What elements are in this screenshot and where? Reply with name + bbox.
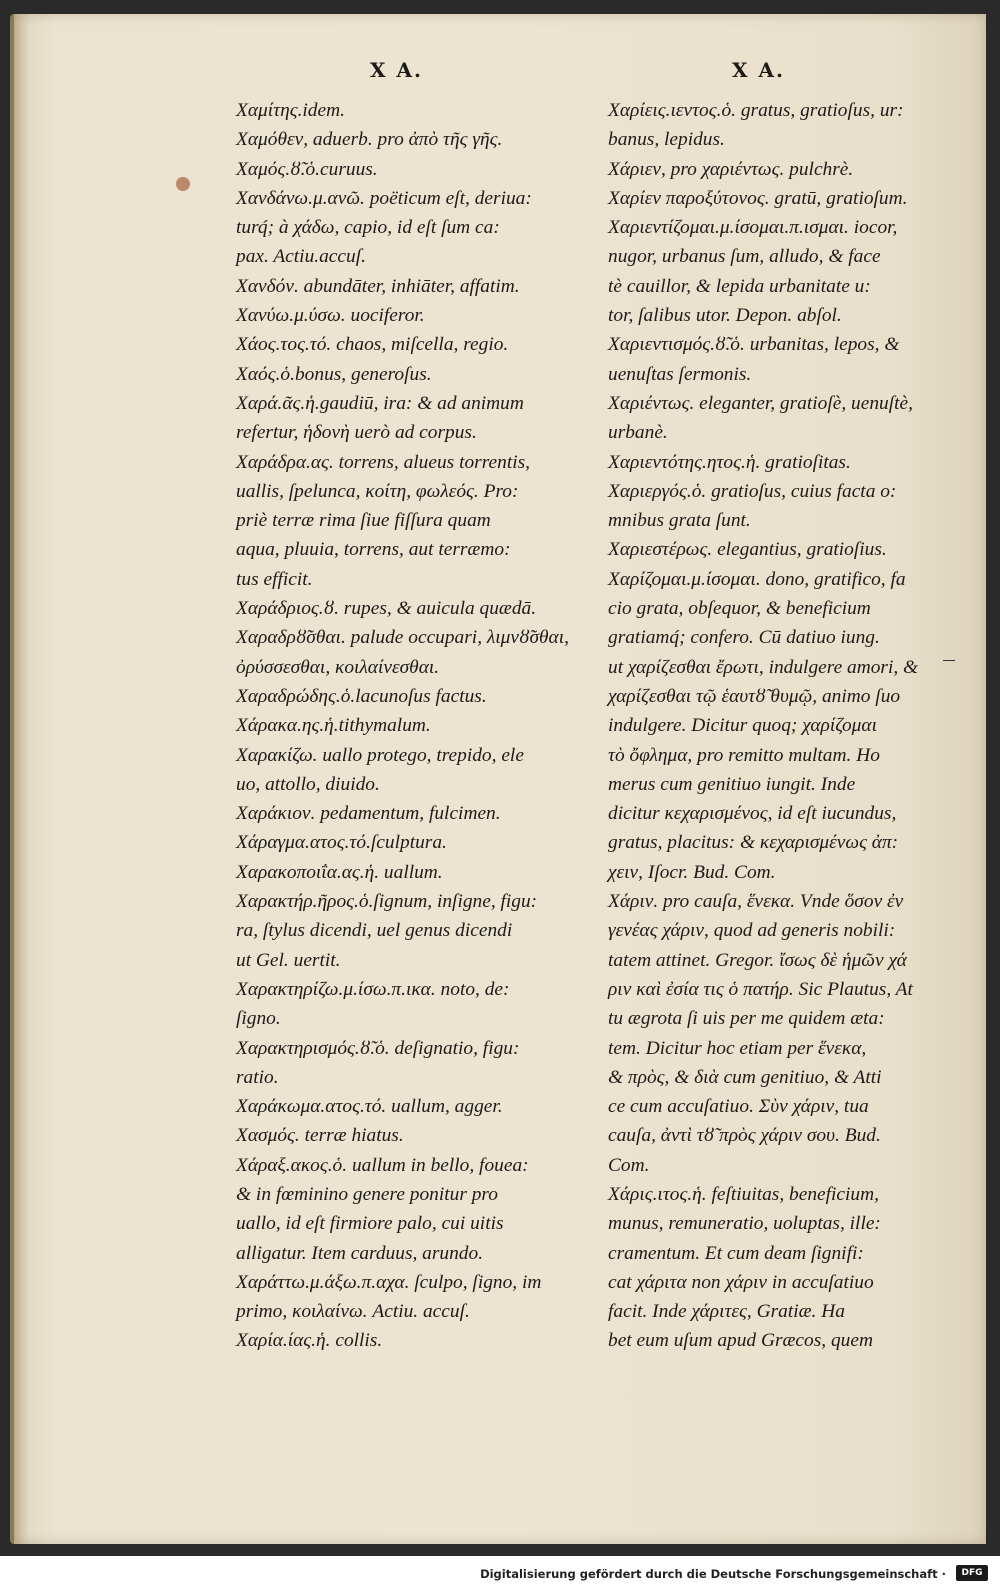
entry-line: facit. Inde χάριτες, Gratiæ. Ha xyxy=(608,1301,845,1323)
dictionary-entry xyxy=(236,184,586,272)
dictionary-entry xyxy=(236,975,586,1034)
dictionary-entry xyxy=(608,477,963,536)
dictionary-entry xyxy=(236,272,586,301)
dictionary-entry xyxy=(608,213,963,330)
dictionary-entry xyxy=(608,448,963,477)
right-column xyxy=(608,96,963,1356)
dictionary-entry xyxy=(608,184,963,213)
entry-line: Χαριεργός.ὁ. gratioſus, cuius facta o: xyxy=(608,480,897,502)
foxing-stain xyxy=(176,177,190,191)
entry-line: mnibus grata ſunt. xyxy=(608,510,751,532)
entry-line: Χαός.ὁ.bonus, generoſus. xyxy=(236,363,432,385)
running-header-left: X A. xyxy=(370,58,423,82)
entry-line: Χαραδρώδης.ὁ.lacunoſus factus. xyxy=(236,685,487,707)
entry-line: ra, ſtylus dicendi, uel genus dicendi xyxy=(236,920,513,942)
dictionary-entry xyxy=(608,389,963,448)
entry-line: alligatur. Item carduus, arundo. xyxy=(236,1242,484,1264)
entry-line: Χαριεντισμός.ȣ̃.ὁ. urbanitas, lepos, & xyxy=(608,334,900,356)
entry-line: Χαμόθεν, aduerb. pro ἀπὸ τῆς γῆς. xyxy=(236,129,503,151)
entry-line: Χαράκωμα.ατος.τό. uallum, agger. xyxy=(236,1096,503,1118)
dictionary-entry xyxy=(236,741,586,800)
entry-line: tus efficit. xyxy=(236,568,313,590)
entry-line: ratio. xyxy=(236,1066,279,1088)
entry-line: Χασμός. terræ hiatus. xyxy=(236,1125,404,1147)
entry-line: & πρὸς, & διὰ cum genitiuo, & Atti xyxy=(608,1066,882,1088)
entry-line: Χαρά.ᾶς.ἡ.gaudiū, ira: & ad animum xyxy=(236,392,524,414)
entry-line: Χαρακτηρίζω.μ.ίσω.π.ικα. noto, de: xyxy=(236,978,510,1000)
dictionary-entry xyxy=(236,623,586,682)
entry-line: τὸ ὄφλημα, pro remitto multam. Ho xyxy=(608,744,880,766)
entry-line: tè cauillor, & lepida urbanitate u: xyxy=(608,275,871,297)
entry-line: Χαμίτης.idem. xyxy=(236,100,345,121)
dictionary-entry xyxy=(236,1151,586,1268)
entry-line: ce cum accuſatiuo. Σὺν χάριν, tua xyxy=(608,1096,869,1118)
dictionary-entry xyxy=(608,155,963,184)
dictionary-entry xyxy=(608,1180,963,1356)
entry-line: ſigno. xyxy=(236,1008,281,1030)
dictionary-entry xyxy=(236,155,586,184)
entry-line: uenuſtas ſermonis. xyxy=(608,363,752,385)
dictionary-entry xyxy=(236,1092,586,1121)
dictionary-entry xyxy=(236,858,586,887)
entry-line: Χάος.τος.τό. chaos, miſcella, regio. xyxy=(236,334,509,356)
entry-line: pax. Actiu.accuſ. xyxy=(236,246,366,268)
entry-line: Χαράκιον. pedamentum, fulcimen. xyxy=(236,803,501,825)
entry-line: Χάρακα.ης.ἡ.tithymalum. xyxy=(236,715,431,737)
entry-line: cat χάριτα non χάριν in accuſatiuo xyxy=(608,1271,874,1293)
dictionary-entry xyxy=(236,448,586,594)
entry-line: tatem attinet. Gregor. ἴσως δὲ ἡμῶν χά xyxy=(608,949,907,971)
entry-line: tor, ſalibus utor. Depon. abſol. xyxy=(608,305,842,327)
entry-line: Χάραγμα.ατος.τό.ſculptura. xyxy=(236,832,447,854)
entry-line: gratiamq́; confero. Cū datiuo iung. xyxy=(608,627,880,649)
entry-line: Χαράδριος.ȣ. rupes, & auicula quædā. xyxy=(236,598,537,620)
dictionary-entry xyxy=(236,1034,586,1093)
entry-line: urbanè. xyxy=(608,422,668,444)
dictionary-entry xyxy=(236,711,586,740)
entry-line: χειν, Iſocr. Bud. Com. xyxy=(608,861,776,883)
dictionary-entry xyxy=(236,96,586,125)
footer-bar xyxy=(0,1556,1000,1592)
entry-line: Χανύω.μ.ύσω. uociferor. xyxy=(236,305,425,327)
entry-line: primo, κοιλαίνω. Actiu. accuſ. xyxy=(236,1301,470,1323)
entry-line: turq́; à χάδω, capio, id eſt ſum ca: xyxy=(236,217,500,239)
entry-line: Χανδάνω.μ.ανῶ. poëticum eſt, deriua: xyxy=(236,187,532,209)
entry-line: tem. Dicitur hoc etiam per ἕνεκα, xyxy=(608,1037,867,1059)
dictionary-entry xyxy=(236,125,586,154)
dictionary-entry xyxy=(236,594,586,623)
entry-line: Χαρία.ίας.ἡ. collis. xyxy=(236,1330,383,1352)
entry-line: Χαράδρα.ας. torrens, alueus torrentis, xyxy=(236,451,530,473)
entry-line: ut χαρίζεσθαι ἔρωτι, indulgere amori, & xyxy=(608,656,919,678)
running-header-right: X A. xyxy=(732,58,785,82)
entry-line: Χαρακτηρισμός.ȣ̃.ὁ. deſignatio, figu: xyxy=(236,1037,520,1059)
dictionary-entry xyxy=(236,1121,586,1150)
entry-line: tu ægrota ſi uis per me quidem æta: xyxy=(608,1008,885,1030)
dictionary-entry xyxy=(236,301,586,330)
entry-line: ut Gel. uertit. xyxy=(236,949,341,971)
dictionary-entry xyxy=(236,682,586,711)
entry-line: ὀρύσσεσθαι, κοιλαίνεσθαι. xyxy=(236,656,440,678)
left-column xyxy=(236,96,586,1356)
entry-line: uallo, id eſt firmiore palo, cui uitis xyxy=(236,1213,504,1235)
entry-line: Χαρίεν παροξύτονος. gratū, gratioſum. xyxy=(608,187,908,209)
entry-line: priè terræ rima ſiue fiſſura quam xyxy=(236,510,491,532)
entry-line: merus cum genitiuo iungit. Inde xyxy=(608,773,856,795)
entry-line: Χάριν. pro cauſa, ἕνεκα. Vnde ὅσον ἐν xyxy=(608,891,904,913)
entry-line: Χαρακίζω. uallo protego, trepido, ele xyxy=(236,744,524,766)
dictionary-entry xyxy=(236,887,586,975)
dictionary-entry xyxy=(608,96,963,155)
margin-mark xyxy=(943,660,955,661)
dictionary-entry xyxy=(236,799,586,828)
entry-line: Χαριέντως. eleganter, gratioſè, uenuſtè, xyxy=(608,392,913,414)
entry-line: Com. xyxy=(608,1154,650,1176)
entry-line: cauſa, ἀντὶ τȣ̃ πρὸς χάριν σου. Bud. xyxy=(608,1125,881,1147)
entry-line: Χαρίζομαι.μ.ίσομαι. dono, gratifico, fa xyxy=(608,568,906,590)
entry-line: Χαραδρȣ̃σθαι. palude occupari, λιμνȣ̃σθαι, xyxy=(236,627,569,649)
entry-line: nugor, urbanus ſum, alludo, & face xyxy=(608,246,881,268)
dictionary-entry xyxy=(236,360,586,389)
entry-line: Χάριεν, pro χαριέντως. pulchrè. xyxy=(608,158,854,180)
entry-line: Χαράττω.μ.άξω.π.αχα. ſculpo, ſigno, im xyxy=(236,1271,542,1293)
entry-line: & in fœminino genere ponitur pro xyxy=(236,1183,498,1205)
dictionary-entry xyxy=(608,535,963,564)
entry-line: gratus, placitus: & κεχαρισμένως ἀπ: xyxy=(608,832,899,854)
entry-line: Χάραξ.ακος.ὁ. uallum in bello, fouea: xyxy=(236,1154,529,1176)
entry-line: Χαρακτήρ.ῆρος.ὁ.ſignum, inſigne, figu: xyxy=(236,891,538,913)
entry-line: Χανδόν. abundāter, inhiāter, affatim. xyxy=(236,275,520,297)
footer-credit: Digitalisierung gefördert durch die Deutsche Forschungsgemeinschaft · xyxy=(480,1567,946,1581)
dictionary-entry xyxy=(236,1268,586,1327)
entry-line: banus, lepidus. xyxy=(608,129,725,151)
entry-line: Χαμός.ȣ̃.ὁ.curuus. xyxy=(236,158,378,180)
dfg-logo: DFG xyxy=(956,1565,988,1581)
entry-line: cramentum. Et cum deam ſignifi: xyxy=(608,1242,864,1264)
dictionary-entry xyxy=(608,887,963,1180)
dictionary-entry xyxy=(236,1326,586,1355)
entry-line: Χαρακοποιΐα.ας.ἡ. uallum. xyxy=(236,861,443,883)
dictionary-entry xyxy=(608,565,963,887)
entry-line: refertur, ἡδονὴ uerò ad corpus. xyxy=(236,422,477,444)
entry-line: Χαρίεις.ιεντος.ὁ. gratus, gratioſus, ur: xyxy=(608,100,904,121)
entry-line: γενέας χάριν, quod ad generis nobili: xyxy=(608,920,896,942)
entry-line: ριν καὶ ἐσία τις ὁ πατήρ. Sic Plautus, At xyxy=(608,978,913,1000)
dictionary-entry xyxy=(608,330,963,389)
entry-line: aqua, pluuia, torrens, aut terræmo: xyxy=(236,539,511,561)
entry-line: bet eum uſum apud Græcos, quem xyxy=(608,1330,873,1352)
dictionary-entry xyxy=(236,330,586,359)
entry-line: munus, remuneratio, uoluptas, ille: xyxy=(608,1213,881,1235)
entry-line: Χάρις.ιτος.ἡ. feſtiuitas, beneficium, xyxy=(608,1183,879,1205)
entry-line: Χαριεστέρως. elegantius, gratioſius. xyxy=(608,539,887,561)
entry-line: dicitur κεχαρισμένος, id eſt iucundus, xyxy=(608,803,897,825)
entry-line: Χαριεντότης.ητος.ἡ. gratioſitas. xyxy=(608,451,851,473)
entry-line: χαρίζεσθαι τῷ ἑαυτȣ̃ θυμῷ, animo ſuo xyxy=(608,685,901,707)
dictionary-entry xyxy=(236,389,586,448)
entry-line: uallis, ſpelunca, κοίτη, φωλεός. Pro: xyxy=(236,480,519,502)
entry-line: Χαριεντίζομαι.μ.ίσομαι.π.ισμαι. iocor, xyxy=(608,217,898,239)
entry-line: cio grata, obſequor, & beneficium xyxy=(608,598,871,620)
entry-line: uo, attollo, diuido. xyxy=(236,773,380,795)
entry-line: indulgere. Dicitur quoq; χαρίζομαι xyxy=(608,715,877,737)
dictionary-entry xyxy=(236,828,586,857)
